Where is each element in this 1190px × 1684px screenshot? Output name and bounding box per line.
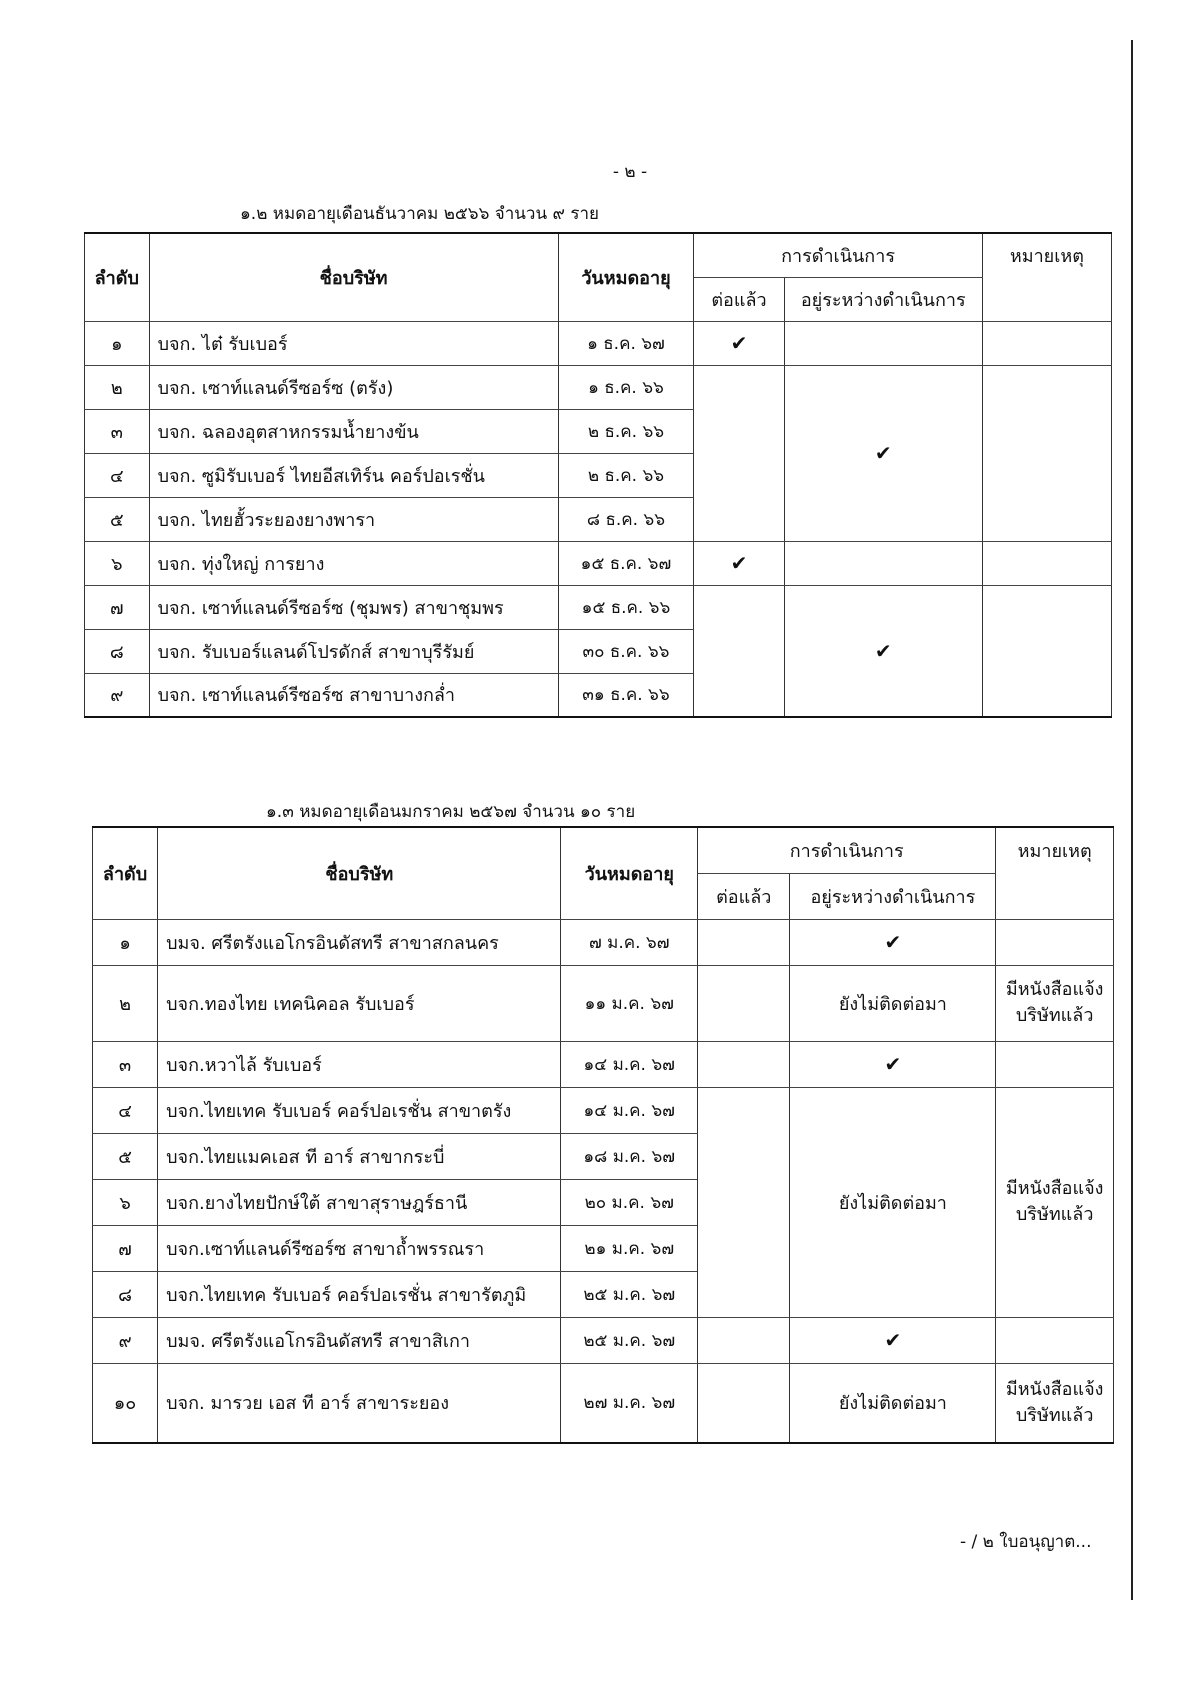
december-expiry-table	[84, 232, 1112, 718]
row-expiry: ๒๗ ม.ค. ๖๗	[561, 1363, 698, 1443]
header-remark: หมายเหตุ	[996, 827, 1114, 873]
row-no: ๒	[93, 965, 158, 1041]
header-in-progress: อยู่ระหว่างดำเนินการ	[790, 873, 996, 919]
row-no: ๗	[85, 585, 150, 629]
row-no: ๑	[93, 919, 158, 965]
row-expiry: ๒ ธ.ค. ๖๖	[558, 409, 694, 453]
row-expiry: ๑๕ ธ.ค. ๖๖	[558, 585, 694, 629]
row-no: ๘	[93, 1271, 158, 1317]
row-remark	[996, 1041, 1114, 1087]
row-company: บจก.เซาท์แลนด์รีซอร์ซ สาขาถ้ำพรรณรา	[158, 1225, 561, 1271]
row-company: บมจ. ศรีตรังแอโกรอินดัสทรี สาขาสิเกา	[158, 1317, 561, 1363]
row-company: บจก.หวาไล้ รับเบอร์	[158, 1041, 561, 1087]
row-expiry: ๓๑ ธ.ค. ๖๖	[558, 673, 694, 717]
row-remark	[982, 321, 1111, 365]
scan-margin-line	[1131, 40, 1133, 1600]
row-company: บจก.ไทยเทค รับเบอร์ คอร์ปอเรชั่น สาขารัตภูมิ	[158, 1271, 561, 1317]
row-expiry: ๑๔ ม.ค. ๖๗	[561, 1087, 698, 1133]
row-company: บจก. ฉลองอุตสาหกรรมน้ำยางข้น	[149, 409, 558, 453]
row-company: บจก. รับเบอร์แลนด์โปรดักส์ สาขาบุรีรัมย์	[149, 629, 558, 673]
row-no: ๔	[93, 1087, 158, 1133]
row-remark	[996, 919, 1114, 965]
row-company: บจก. เซาท์แลนด์รีซอร์ซ สาขาบางกล่ำ	[149, 673, 558, 717]
row-no: ๗	[93, 1225, 158, 1271]
row-in-progress: ยังไม่ติดต่อมา	[790, 965, 996, 1041]
row-company: บจก. เซาท์แลนด์รีซอร์ซ (ตรัง)	[149, 365, 558, 409]
row-expiry: ๒๐ ม.ค. ๖๗	[561, 1179, 698, 1225]
row-renewed-merged	[694, 365, 784, 541]
in-progress-check-icon: ✔	[790, 919, 996, 965]
continuation-note: - / ๒ ใบอนุญาต...	[960, 1532, 1092, 1552]
row-no: ๙	[93, 1317, 158, 1363]
header-no: ลำดับ	[85, 233, 150, 321]
header-remark-blank	[982, 277, 1111, 321]
header-no: ลำดับ	[93, 827, 158, 919]
renewed-check-icon: ✔	[694, 541, 784, 585]
row-no: ๓	[93, 1041, 158, 1087]
row-expiry: ๑ ธ.ค. ๖๗	[558, 321, 694, 365]
row-remark: มีหนังสือแจ้งบริษัทแล้ว	[996, 1363, 1114, 1443]
in-progress-check-icon: ✔	[784, 585, 982, 717]
row-expiry: ๑๘ ม.ค. ๖๗	[561, 1133, 698, 1179]
row-expiry: ๓๐ ธ.ค. ๖๖	[558, 629, 694, 673]
section-1-title: ๑.๒ หมดอายุเดือนธันวาคม ๒๕๖๖ จำนวน ๙ ราย	[240, 204, 599, 224]
row-no: ๒	[85, 365, 150, 409]
in-progress-check-icon: ✔	[790, 1317, 996, 1363]
january-expiry-table	[92, 826, 1114, 1444]
row-company: บจก.ไทยเทค รับเบอร์ คอร์ปอเรชั่น สาขาตรัง	[158, 1087, 561, 1133]
row-in-progress	[784, 541, 982, 585]
row-company: บจก. ไทยฮั้วระยองยางพารา	[149, 497, 558, 541]
page-number: - ๒ -	[612, 162, 648, 182]
row-renewed	[698, 1041, 790, 1087]
table-row	[85, 321, 1112, 365]
header-renewed: ต่อแล้ว	[698, 873, 790, 919]
row-remark-merged	[982, 365, 1111, 541]
header-in-progress: อยู่ระหว่างดำเนินการ	[784, 277, 982, 321]
row-company: บจก.ยางไทยปักษ์ใต้ สาขาสุราษฎร์ธานี	[158, 1179, 561, 1225]
row-no: ๙	[85, 673, 150, 717]
row-expiry: ๒๕ ม.ค. ๖๗	[561, 1317, 698, 1363]
header-action: การดำเนินการ	[698, 827, 996, 873]
row-company: บจก. ไต๋ รับเบอร์	[149, 321, 558, 365]
row-company: บจก. ซูมิรับเบอร์ ไทยอีสเทิร์น คอร์ปอเรชั่น	[149, 453, 558, 497]
header-renewed: ต่อแล้ว	[694, 277, 784, 321]
row-company: บมจ. ศรีตรังแอโกรอินดัสทรี สาขาสกลนคร	[158, 919, 561, 965]
row-in-progress	[784, 321, 982, 365]
row-expiry: ๑ ธ.ค. ๖๖	[558, 365, 694, 409]
in-progress-check-icon: ✔	[790, 1041, 996, 1087]
row-remark-merged	[982, 585, 1111, 717]
row-no: ๑๐	[93, 1363, 158, 1443]
row-renewed-merged	[694, 585, 784, 717]
row-remark	[996, 1317, 1114, 1363]
row-expiry: ๑๕ ธ.ค. ๖๗	[558, 541, 694, 585]
row-in-progress: ยังไม่ติดต่อมา	[790, 1363, 996, 1443]
table-row	[85, 585, 1112, 629]
table-row	[93, 1317, 1114, 1363]
row-no: ๕	[85, 497, 150, 541]
row-company: บจก. ทุ่งใหญ่ การยาง	[149, 541, 558, 585]
row-company: บจก.ทองไทย เทคนิคอล รับเบอร์	[158, 965, 561, 1041]
header-expiry: วันหมดอายุ	[558, 233, 694, 321]
renewed-check-icon: ✔	[694, 321, 784, 365]
table-row	[93, 1041, 1114, 1087]
section-2-title: ๑.๓ หมดอายุเดือนมกราคม ๒๕๖๗ จำนวน ๑๐ ราย	[266, 802, 636, 822]
row-expiry: ๗ ม.ค. ๖๗	[561, 919, 698, 965]
row-renewed	[698, 1317, 790, 1363]
row-remark: มีหนังสือแจ้งบริษัทแล้ว	[996, 965, 1114, 1041]
row-no: ๖	[85, 541, 150, 585]
row-no: ๑	[85, 321, 150, 365]
header-company: ชื่อบริษัท	[158, 827, 561, 919]
row-remark-merged: มีหนังสือแจ้งบริษัทแล้ว	[996, 1087, 1114, 1317]
row-renewed	[698, 919, 790, 965]
table-row	[93, 1087, 1114, 1133]
row-expiry: ๒๕ ม.ค. ๖๗	[561, 1271, 698, 1317]
table-row	[93, 1363, 1114, 1443]
row-renewed-merged	[698, 1087, 790, 1317]
row-expiry: ๑๔ ม.ค. ๖๗	[561, 1041, 698, 1087]
row-company: บจก. มารวย เอส ที อาร์ สาขาระยอง	[158, 1363, 561, 1443]
row-no: ๕	[93, 1133, 158, 1179]
row-expiry: ๒ ธ.ค. ๖๖	[558, 453, 694, 497]
header-company: ชื่อบริษัท	[149, 233, 558, 321]
in-progress-check-icon: ✔	[784, 365, 982, 541]
row-no: ๔	[85, 453, 150, 497]
row-remark	[982, 541, 1111, 585]
table-row	[93, 919, 1114, 965]
row-expiry: ๒๑ ม.ค. ๖๗	[561, 1225, 698, 1271]
row-no: ๓	[85, 409, 150, 453]
row-renewed	[698, 1363, 790, 1443]
row-expiry: ๑๑ ม.ค. ๖๗	[561, 965, 698, 1041]
row-company: บจก. เซาท์แลนด์รีซอร์ซ (ชุมพร) สาขาชุมพร	[149, 585, 558, 629]
header-expiry: วันหมดอายุ	[561, 827, 698, 919]
row-expiry: ๘ ธ.ค. ๖๖	[558, 497, 694, 541]
table-row	[85, 365, 1112, 409]
row-no: ๖	[93, 1179, 158, 1225]
table-row	[93, 965, 1114, 1041]
row-renewed	[698, 965, 790, 1041]
row-company: บจก.ไทยแมคเอส ที อาร์ สาขากระบี่	[158, 1133, 561, 1179]
header-remark-blank	[996, 873, 1114, 919]
header-remark: หมายเหตุ	[982, 233, 1111, 277]
table-row	[85, 541, 1112, 585]
header-action: การดำเนินการ	[694, 233, 983, 277]
row-no: ๘	[85, 629, 150, 673]
row-in-progress-merged: ยังไม่ติดต่อมา	[790, 1087, 996, 1317]
